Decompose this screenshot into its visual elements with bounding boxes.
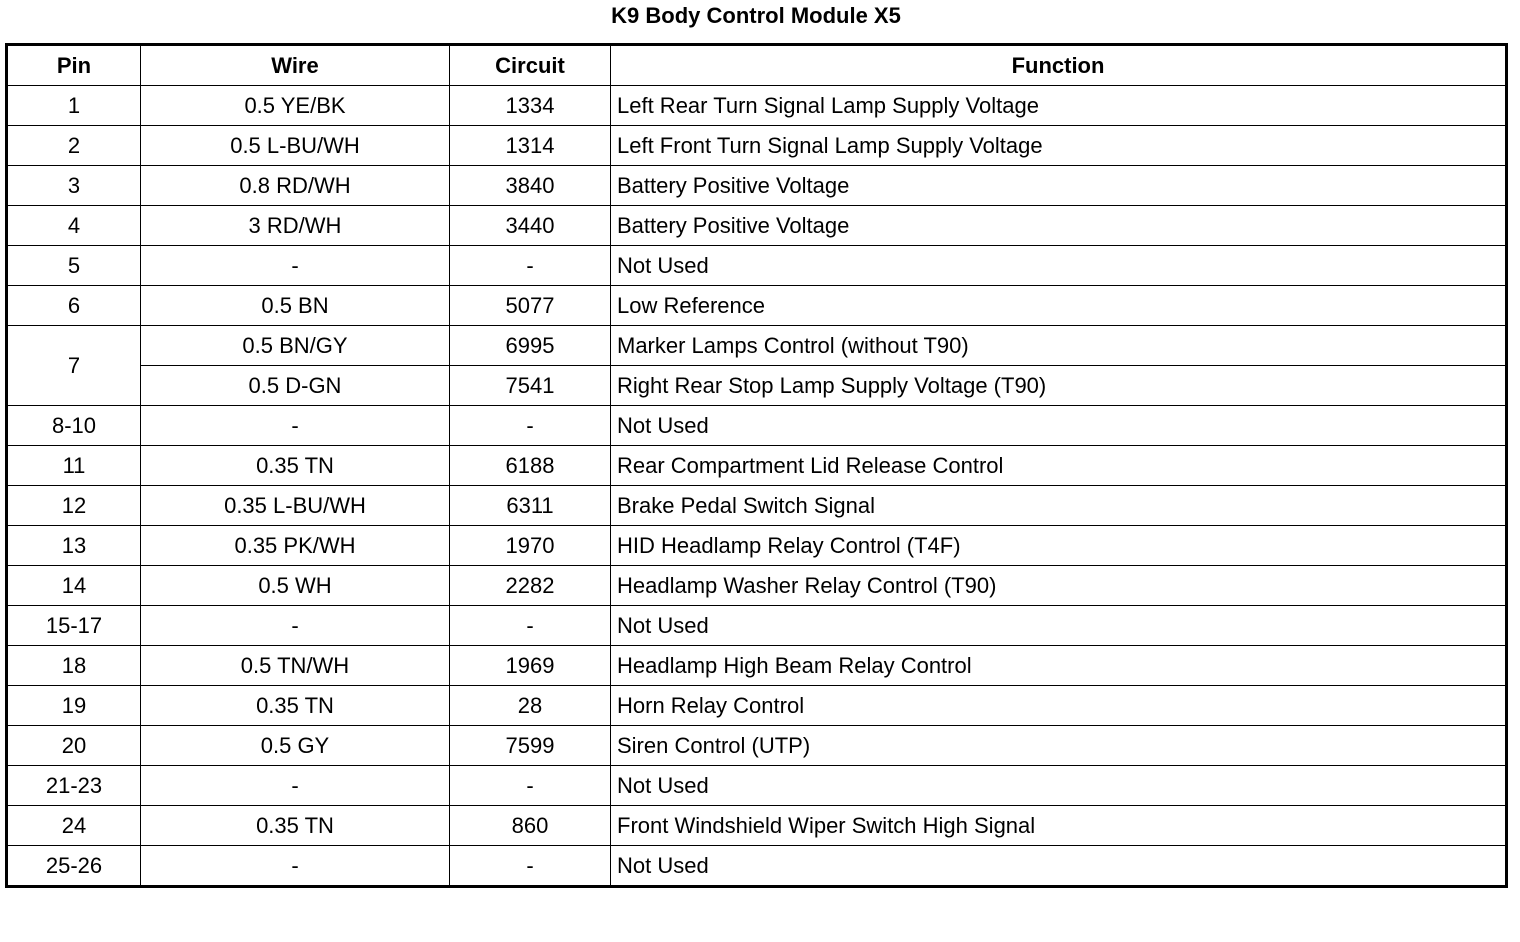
function-cell: Siren Control (UTP) <box>611 726 1507 766</box>
circuit-cell: 1970 <box>450 526 611 566</box>
circuit-cell: 6311 <box>450 486 611 526</box>
wire-cell: - <box>141 246 450 286</box>
wire-cell: 0.35 TN <box>141 446 450 486</box>
table-header-row <box>7 45 1507 86</box>
pin-cell: 7 <box>7 326 141 406</box>
circuit-cell: - <box>450 766 611 806</box>
function-cell: Headlamp Washer Relay Control (T90) <box>611 566 1507 606</box>
function-cell: Front Windshield Wiper Switch High Signal <box>611 806 1507 846</box>
table-row <box>7 126 1507 166</box>
circuit-cell: - <box>450 246 611 286</box>
wire-cell: 0.5 WH <box>141 566 450 606</box>
table-row <box>7 526 1507 566</box>
table-row <box>7 486 1507 526</box>
pin-cell: 15-17 <box>7 606 141 646</box>
wire-cell: - <box>141 766 450 806</box>
function-cell: Right Rear Stop Lamp Supply Voltage (T90) <box>611 366 1507 406</box>
circuit-cell: 3440 <box>450 206 611 246</box>
circuit-cell: 1334 <box>450 86 611 126</box>
table-row <box>7 286 1507 326</box>
table-row <box>7 606 1507 646</box>
wire-cell: - <box>141 606 450 646</box>
pin-cell: 11 <box>7 446 141 486</box>
connector-pinout-table <box>5 43 1508 888</box>
table-row <box>7 206 1507 246</box>
pin-cell: 21-23 <box>7 766 141 806</box>
circuit-cell: 28 <box>450 686 611 726</box>
wire-cell: - <box>141 406 450 446</box>
circuit-cell: 3840 <box>450 166 611 206</box>
circuit-cell: 1314 <box>450 126 611 166</box>
header-circuit: Circuit <box>450 45 611 86</box>
header-pin: Pin <box>7 45 141 86</box>
function-cell: Brake Pedal Switch Signal <box>611 486 1507 526</box>
circuit-cell: 860 <box>450 806 611 846</box>
pin-cell: 18 <box>7 646 141 686</box>
pin-cell: 3 <box>7 166 141 206</box>
function-cell: Not Used <box>611 846 1507 887</box>
pin-cell: 6 <box>7 286 141 326</box>
circuit-cell: 2282 <box>450 566 611 606</box>
wire-cell: 3 RD/WH <box>141 206 450 246</box>
function-cell: Not Used <box>611 406 1507 446</box>
document-title: K9 Body Control Module X5 <box>611 3 901 28</box>
function-cell: Not Used <box>611 246 1507 286</box>
pin-cell: 12 <box>7 486 141 526</box>
wire-cell: 0.5 D-GN <box>141 366 450 406</box>
wire-cell: 0.35 TN <box>141 686 450 726</box>
wire-cell: 0.5 GY <box>141 726 450 766</box>
table-row <box>7 446 1507 486</box>
header-function: Function <box>611 45 1507 86</box>
pin-cell: 1 <box>7 86 141 126</box>
pin-cell: 19 <box>7 686 141 726</box>
header-wire: Wire <box>141 45 450 86</box>
wire-cell: 0.35 PK/WH <box>141 526 450 566</box>
function-cell: Battery Positive Voltage <box>611 206 1507 246</box>
function-cell: Left Front Turn Signal Lamp Supply Voltage <box>611 126 1507 166</box>
circuit-cell: - <box>450 406 611 446</box>
function-cell: Battery Positive Voltage <box>611 166 1507 206</box>
wire-cell: 0.5 YE/BK <box>141 86 450 126</box>
table-row <box>7 846 1507 887</box>
pin-cell: 13 <box>7 526 141 566</box>
circuit-cell: 6995 <box>450 326 611 366</box>
circuit-cell: 1969 <box>450 646 611 686</box>
function-cell: Left Rear Turn Signal Lamp Supply Voltage <box>611 86 1507 126</box>
function-cell: Headlamp High Beam Relay Control <box>611 646 1507 686</box>
wire-cell: 0.5 BN/GY <box>141 326 450 366</box>
pin-cell: 5 <box>7 246 141 286</box>
table-row <box>7 806 1507 846</box>
pin-cell: 25-26 <box>7 846 141 887</box>
function-cell: Horn Relay Control <box>611 686 1507 726</box>
table-row <box>7 326 1507 366</box>
wire-cell: 0.5 BN <box>141 286 450 326</box>
function-cell: Rear Compartment Lid Release Control <box>611 446 1507 486</box>
function-cell: Marker Lamps Control (without T90) <box>611 326 1507 366</box>
circuit-cell: - <box>450 606 611 646</box>
table-row <box>7 646 1507 686</box>
circuit-cell: 6188 <box>450 446 611 486</box>
table-row <box>7 406 1507 446</box>
function-cell: Not Used <box>611 606 1507 646</box>
pin-cell: 2 <box>7 126 141 166</box>
wire-cell: 0.35 TN <box>141 806 450 846</box>
function-cell: Not Used <box>611 766 1507 806</box>
pin-cell: 8-10 <box>7 406 141 446</box>
table-row <box>7 86 1507 126</box>
table-row <box>7 686 1507 726</box>
table-row <box>7 766 1507 806</box>
pin-cell: 24 <box>7 806 141 846</box>
function-cell: HID Headlamp Relay Control (T4F) <box>611 526 1507 566</box>
wire-cell: 0.5 L-BU/WH <box>141 126 450 166</box>
circuit-cell: - <box>450 846 611 887</box>
pin-cell: 14 <box>7 566 141 606</box>
circuit-cell: 7541 <box>450 366 611 406</box>
circuit-cell: 7599 <box>450 726 611 766</box>
table-row <box>7 366 1507 406</box>
wire-cell: 0.5 TN/WH <box>141 646 450 686</box>
function-cell: Low Reference <box>611 286 1507 326</box>
circuit-cell: 5077 <box>450 286 611 326</box>
pin-cell: 20 <box>7 726 141 766</box>
table-row <box>7 166 1507 206</box>
table-row <box>7 726 1507 766</box>
pin-cell: 4 <box>7 206 141 246</box>
wire-cell: 0.8 RD/WH <box>141 166 450 206</box>
wire-cell: 0.35 L-BU/WH <box>141 486 450 526</box>
table-row <box>7 246 1507 286</box>
table-row <box>7 566 1507 606</box>
wire-cell: - <box>141 846 450 887</box>
